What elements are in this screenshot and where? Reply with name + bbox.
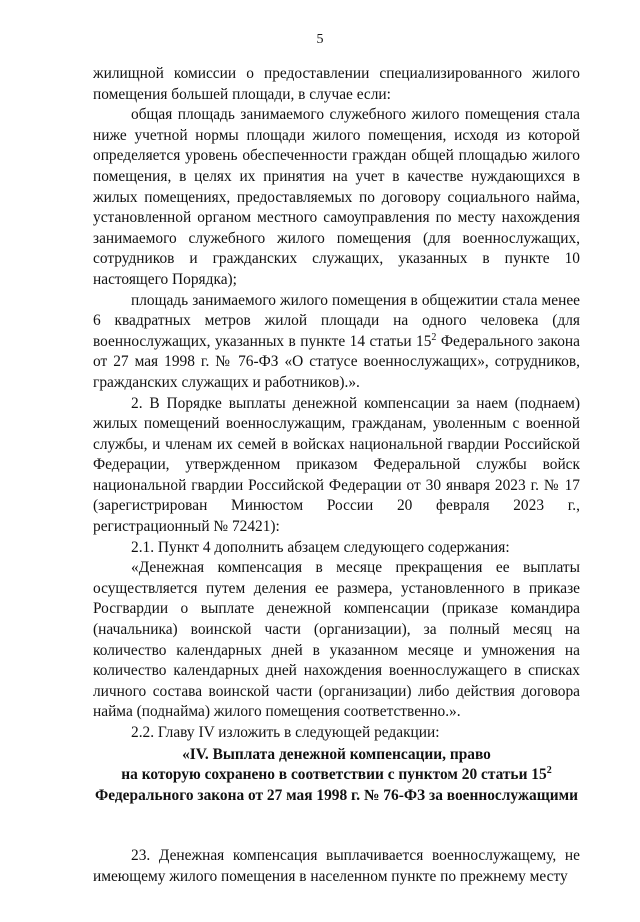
- chapter-heading-line-1: «IV. Выплата денежной компенсации, право: [182, 745, 491, 763]
- section-spacer: [93, 806, 580, 846]
- paragraph-point-23: 23. Денежная компенсация выплачивается военнослужащему, не имеющему жилого помещения в населенном пункте по прежнему месту: [93, 847, 580, 885]
- chapter-heading-line-2: [93, 765, 580, 786]
- heading-superscript-2: 2: [546, 765, 552, 777]
- paragraph-commission-continuation: жилищной комиссии о предоставлении специализированного жилого помещения большей площади, в случае если:: [93, 65, 580, 103]
- superscript-2: 2: [431, 331, 437, 343]
- paragraph-dormitory-area-text-end: Федерального закона от 27 мая 1998 г. № 76-ФЗ «О статусе военнослужащих», сотрудников, гражданских служащих и работников).».: [93, 332, 580, 391]
- paragraph-compensation-order: 2. В Порядке выплаты денежной компенсации за наем (поднаем) жилых помещений военнослужащим, гражданам, уволенным с военной службы, и членам их семей в войсках национальной гвардии Российской Федерации, утвержденном приказом Федеральной службы войск национальной гвардии Российской Федерации от 30 января 2023 г. № 17 (зарегистрирован Минюстом России 20 февраля 2023 г., регистрационный № 72421):: [93, 394, 580, 536]
- paragraph-dormitory-area: [93, 291, 580, 394]
- paragraph-area-below-norm: общая площадь занимаемого служебного жилого помещения стала ниже учетной нормы площади жилого помещения, исходя из которой определяется уровень обеспеченности граждан общей площадью жилого помещения, в целях их принятия на учет в качестве нуждающихся в жилых помещениях, предоставляемых по договору социального найма, установленной органом местного самоуправления по месту нахождения занимаемого служебного жилого помещения (для военнослужащих, сотрудников и гражданских служащих, указанных в пункте 10 настоящего Порядка);: [93, 106, 580, 288]
- paragraph-point-2-2: 2.2. Главу IV изложить в следующей редакции:: [131, 724, 440, 741]
- document-body: [93, 64, 580, 888]
- chapter-heading: [93, 745, 580, 807]
- page-number: 5: [316, 32, 324, 47]
- paragraph-compensation-calculation: «Денежная компенсация в месяце прекращения ее выплаты осуществляется путем деления ее размера, установленного в приказе Росгвардии о выплате денежной компенсации (приказе командира (начальника) воинской части (организации), за полный месяц на количество календарных дней в указанном месяце и умножения на количество календарных дней нахождения военнослужащего в списках личного состава воинской части (организации) либо действия договора найма (поднайма) жилого помещения соответственно.».: [93, 559, 580, 721]
- paragraph-point-2-1: 2.1. Пункт 4 дополнить абзацем следующего содержания:: [131, 538, 510, 556]
- chapter-heading-line-2-text: на которую сохранено в соответствии с пунктом 20 статьи 15: [121, 766, 547, 784]
- paragraph-dormitory-area-text: площадь занимаемого жилого помещения в общежитии стала менее 6 квадратных метров жилой площади на одного человека (для военнослужащих, указанных в пункте 14 статьи 15: [93, 291, 580, 350]
- chapter-heading-line-3: Федерального закона от 27 мая 1998 г. № 76-ФЗ за военнослужащими: [95, 786, 578, 804]
